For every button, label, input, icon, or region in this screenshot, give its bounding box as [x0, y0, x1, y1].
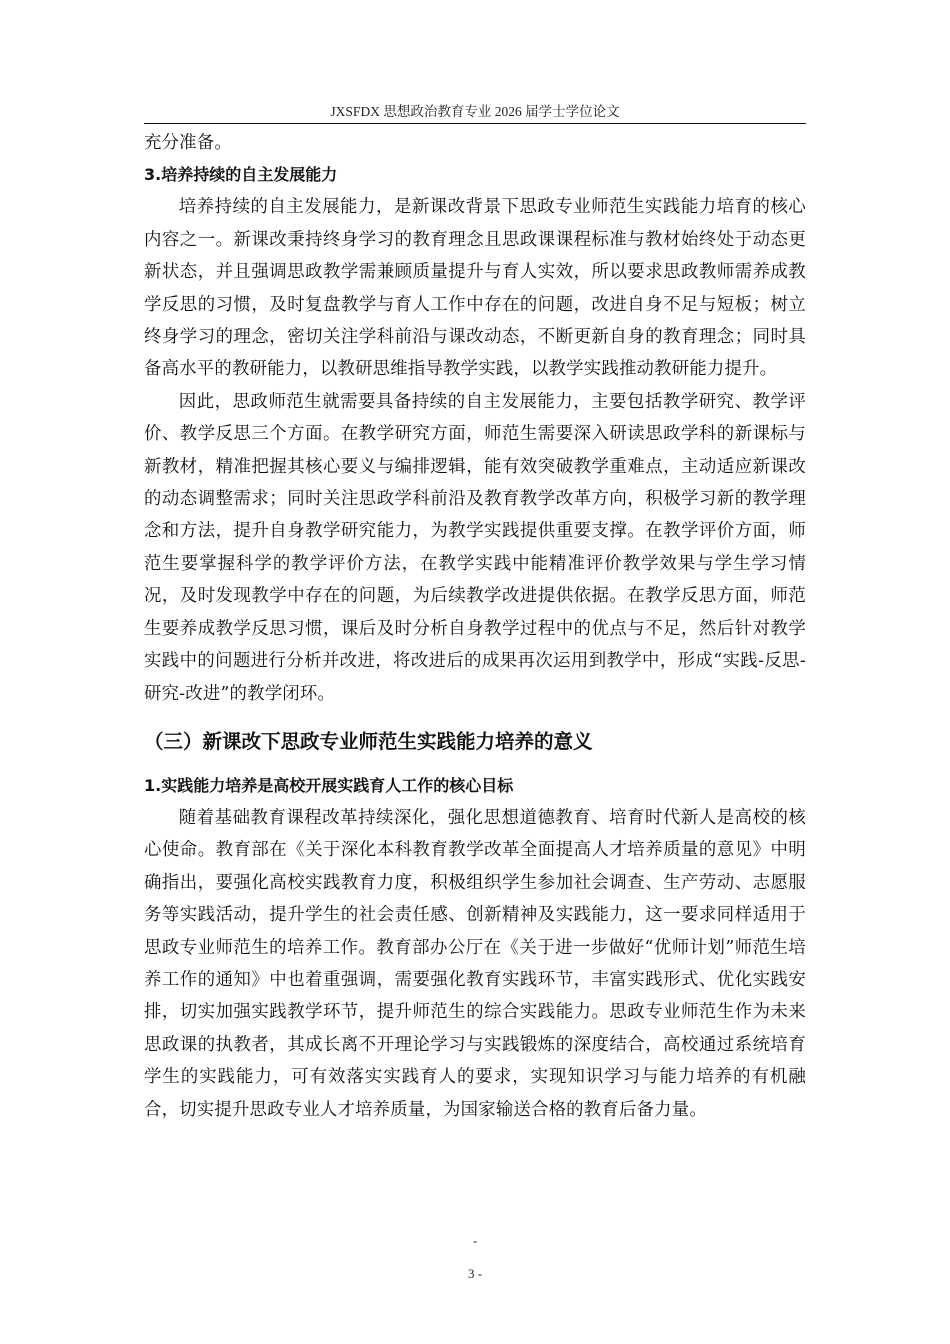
- paragraph-teaching-research-evaluation-reflection: 因此，思政师范生就需要具备持续的自主发展能力，主要包括教学研究、教学评价、教学反思三个方面。在教学研究方面，师范生需要深入研读思政学科的新课标与新教材，精准把握其核心要义与编排逻辑，能有效突破教学重难点，主动适应新课改的动态调整需求；同时关注思政学科前沿及教育教学改革方向，积极学习新的教学理念和方法，提升自身教学研究能力，为教学实践提供重要支撑。在教学评价方面，师范生要掌握科学的教学评价方法，在教学实践中能精准评价教学效果与学生学习情况，及时发现教学中存在的问题，为后续教学改进提供依据。在教学反思方面，师范生要养成教学反思习惯，课后及时分析自身教学过程中的优点与不足，然后针对教学实践中的问题进行分析并改进，将改进后的成果再次运用到教学中，形成“实践-反思-研究-改进”的教学闭环。: [144, 391, 806, 704]
- running-header: JXSFDX 思想政治教育专业 2026 届学士学位论文: [330, 104, 620, 119]
- subheading-1: 1.实践能力培养是高校开展实践育人工作的核心目标: [144, 775, 514, 795]
- continuation-paragraph: 充分准备。: [144, 133, 232, 153]
- document-body: [144, 127, 806, 1126]
- page-number: 3 -: [467, 1266, 483, 1281]
- section-heading-3: （三）新课改下思政专业师范生实践能力培养的意义: [144, 729, 593, 753]
- subheading-3: 3.培养持续的自主发展能力: [144, 165, 338, 185]
- footer-dash: -: [472, 1233, 478, 1248]
- header-divider: [144, 123, 806, 124]
- paragraph-practice-education: 随着基础教育课程改革持续深化，强化思想道德教育、培育时代新人是高校的核心使命。教育部在《关于深化本科教育教学改革全面提高人才培养质量的意见》中明确指出，要强化高校实践教育力度，积极组织学生参加社会调查、生产劳动、志愿服务等实践活动，提升学生的社会责任感、创新精神及实践能力，这一要求同样适用于思政专业师范生的培养工作。教育部办公厅在《关于进一步做好“优师计划”师范生培养工作的通知》中也着重强调，需要强化教育实践环节，丰富实践形式、优化实践安排，切实加强实践教学环节，提升师范生的综合实践能力。思政专业师范生作为未来思政课的执教者，其成长离不开理论学习与实践锻炼的深度结合，高校通过系统培育学生的实践能力，可有效落实实践育人的要求，实现知识学习与能力培养的有机融合，切实提升思政专业人才培养质量，为国家输送合格的教育后备力量。: [144, 807, 806, 1120]
- paragraph-autonomous-development: 培养持续的自主发展能力，是新课改背景下思政专业师范生实践能力培育的核心内容之一。新课改秉持终身学习的教育理念且思政课课程标准与教材始终处于动态更新状态，并且强调思政教学需兼顾质量提升与育人实效，所以要求思政教师需养成教学反思的习惯，及时复盘教学与育人工作中存在的问题，改进自身不足与短板；树立终身学习的理念，密切关注学科前沿与课改动态，不断更新自身的教育理念；同时具备高水平的教研能力，以教研思维指导教学实践，以教学实践推动教研能力提升。: [144, 197, 806, 380]
